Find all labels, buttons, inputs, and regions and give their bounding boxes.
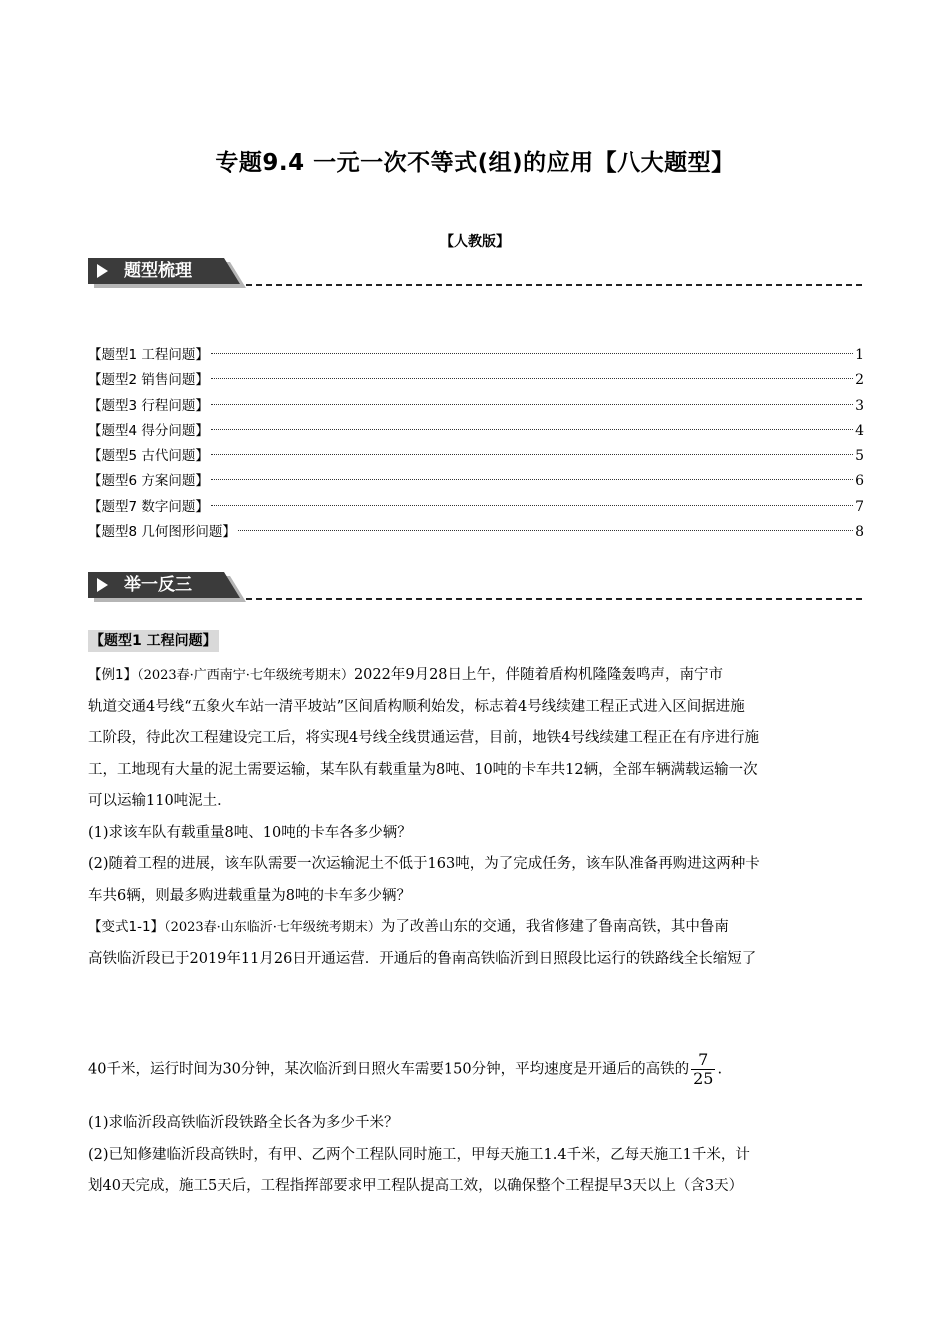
variant-tag: 【变式1-1】 xyxy=(88,919,165,935)
fraction xyxy=(691,1051,715,1088)
variant-1-1-fraction-line xyxy=(88,1051,864,1088)
example-1-question-2-cont: 车共6辆，则最多购进载重量为8吨的卡车多少辆？ xyxy=(88,887,411,904)
toc-item[interactable] xyxy=(88,368,864,393)
example-tag: 【例1】 xyxy=(88,667,138,683)
table-of-contents xyxy=(88,343,864,545)
example-1-line: 轨道交通4号线“五象火车站一清平坡站”区间盾构顺利始发，标志着4号线续建工程正式进入区间据进施 xyxy=(88,698,745,715)
toc-label: 【题型6 方案问题】 xyxy=(88,473,209,490)
example-1-line: 工阶段，待此次工程建设完工后，将实现4号线全线贯通运营，目前，地铁4号线续建工程正在有序进行施 xyxy=(88,730,759,746)
toc-page: 7 xyxy=(855,498,864,515)
section-heading: 【题型1 工程问题】 xyxy=(88,630,219,652)
toc-leader xyxy=(211,479,853,480)
variant-1-1-line xyxy=(88,912,864,944)
toc-item[interactable] xyxy=(88,520,864,545)
variant-1-1-line: 高铁临沂段已于2019年11月26日开通运营．开通后的鲁南高铁临沂到日照段比运行的铁路线全长缩短了 xyxy=(88,950,757,967)
toc-page: 5 xyxy=(855,448,864,465)
variant-text: 为了改善山东的交通，我省修建了鲁南高铁，其中鲁南 xyxy=(380,919,729,935)
example-1-question-1: (1)求该车队有载重量8吨、10吨的卡车各多少辆？ xyxy=(88,824,412,841)
banner-divider xyxy=(246,284,862,286)
example-1-line xyxy=(88,660,864,692)
toc-item[interactable] xyxy=(88,394,864,419)
toc-label: 【题型8 几何图形问题】 xyxy=(88,524,236,541)
fraction-numerator: 7 xyxy=(691,1051,715,1070)
edition-label: 【人教版】 xyxy=(440,234,510,250)
banner-label: 举一反三 xyxy=(124,575,192,595)
toc-label: 【题型7 数字问题】 xyxy=(88,498,209,515)
toc-page: 1 xyxy=(855,347,864,363)
toc-leader xyxy=(211,404,853,405)
toc-item[interactable] xyxy=(88,444,864,469)
toc-label: 【题型3 行程问题】 xyxy=(88,397,209,414)
variant-text: 40千米，运行时间为30分钟，某次临沂到日照火车需要150分钟，平均速度是开通后的高铁的 xyxy=(88,1061,690,1078)
example-text: 2022年9月28日上午，伴随着盾构机隆隆轰鸣声，南宁市 xyxy=(353,667,724,683)
toc-item[interactable] xyxy=(88,343,864,368)
toc-leader xyxy=(211,505,853,506)
fraction-denominator: 25 xyxy=(693,1069,714,1088)
toc-item[interactable] xyxy=(88,419,864,444)
play-triangle-icon xyxy=(97,264,108,278)
example-1-line: 工，工地现有大量的泥土需要运输，某车队有载重量为8吨、10吨的卡车共12辆，全部车辆满载运输一次 xyxy=(88,761,758,778)
toc-leader xyxy=(211,378,853,379)
toc-label: 【题型1 工程问题】 xyxy=(88,347,209,363)
toc-page: 3 xyxy=(855,397,864,414)
period: . xyxy=(717,1061,723,1078)
example-1-line: 可以运输110吨泥土． xyxy=(88,793,232,809)
play-triangle-icon xyxy=(97,578,108,592)
toc-page: 6 xyxy=(855,473,864,490)
toc-label: 【题型2 销售问题】 xyxy=(88,372,209,389)
banner-practice xyxy=(88,570,868,606)
toc-label: 【题型4 得分问题】 xyxy=(88,422,209,439)
variant-question-1: (1)求临沂段高铁临沂段铁路全长各为多少千米？ xyxy=(88,1115,399,1131)
toc-label: 【题型5 古代问题】 xyxy=(88,448,209,465)
example-source: （2023春·广西南宁·七年级统考期末） xyxy=(137,668,354,683)
toc-leader xyxy=(211,429,853,430)
example-1-question-2: (2)随着工程的进展，该车队需要一次运输泥土不低于163吨，为了完成任务，该车队准备再购进这两种卡 xyxy=(88,856,760,872)
toc-leader xyxy=(211,353,853,354)
toc-page: 8 xyxy=(855,524,864,541)
toc-item[interactable] xyxy=(88,469,864,494)
toc-leader xyxy=(238,530,853,531)
banner-question-types xyxy=(88,256,868,292)
variant-source: （2023春·山东临沂·七年级统考期末） xyxy=(164,920,381,935)
toc-page: 4 xyxy=(855,422,864,439)
toc-page: 2 xyxy=(855,372,864,389)
toc-item[interactable] xyxy=(88,495,864,520)
banner-divider xyxy=(246,598,862,600)
toc-leader xyxy=(211,454,853,455)
page-title: 专题9.4 一元一次不等式(组)的应用【八大题型】 xyxy=(215,150,735,176)
variant-question-2: (2)已知修建临沂段高铁时，有甲、乙两个工程队同时施工，甲每天施工1.4千米，乙每天施工1千米，计 xyxy=(88,1146,750,1163)
banner-label: 题型梳理 xyxy=(124,261,192,281)
variant-1-1-questions xyxy=(88,1108,864,1203)
example-1 xyxy=(88,660,864,975)
variant-question-2-cont: 划40天完成，施工5天后，工程指挥部要求甲工程队提高工效，以确保整个工程提早3天以上（含3天） xyxy=(88,1178,744,1194)
